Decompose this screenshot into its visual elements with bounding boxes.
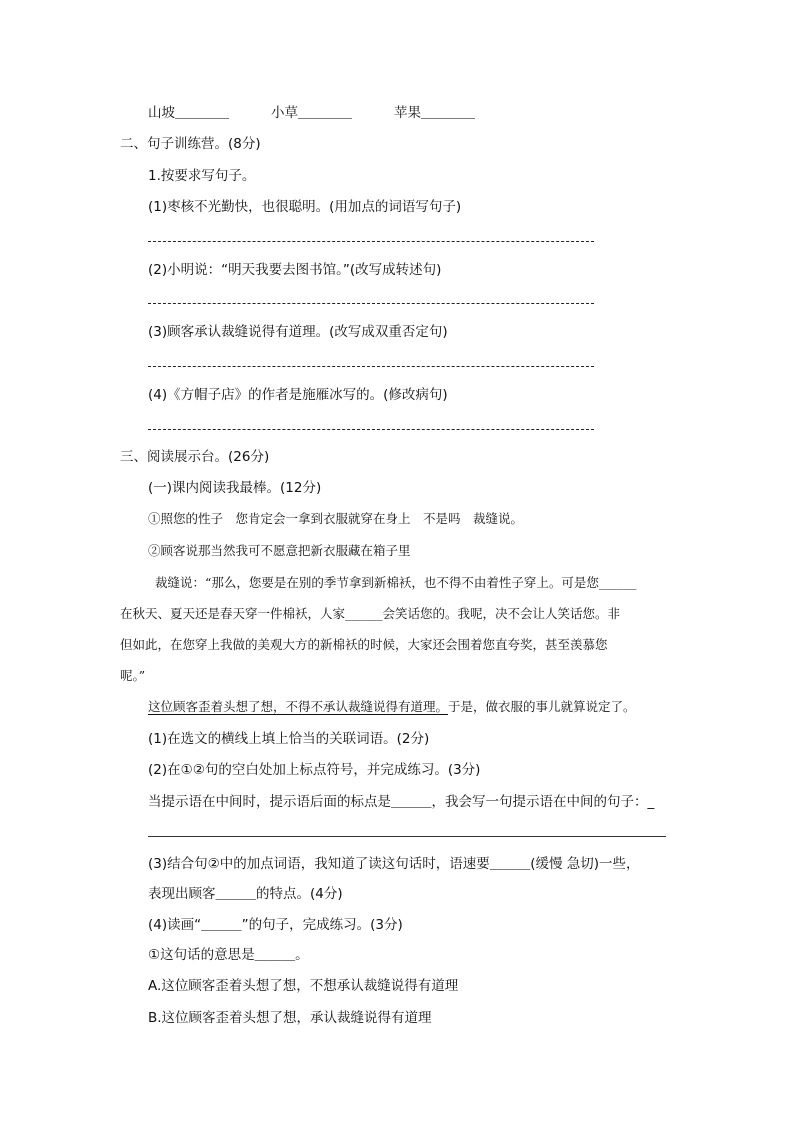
question-1: (1)在选文的横线上填上恰当的关联词语。(2分) [148,731,430,747]
passage-line-1: 裁缝说：“那么，您要是在别的季节拿到新棉袄，也不得不由着性子穿上。可是您______ [155,575,637,590]
word-fill-xiaocao: 小草＿＿＿＿ [271,105,352,121]
passage-line-4: 呢。” [120,668,146,683]
answer-line-5[interactable] [148,836,666,837]
question-2: (2)在①②句的空白处加上标点符号，并完成练习。(3分) [148,762,481,778]
section2-s1: (1)枣核不光勤快，也很聪明。(用加点的词语写句子) [148,199,462,215]
passage-sentence-2: ②顾客说那当然我可不愿意把新衣服藏在箱子里 [148,543,411,558]
passage-last-line [148,698,636,716]
answer-line-2[interactable] [148,303,594,304]
question-2-line: 当提示语在中间时，提示语后面的标点是＿＿＿，我会写一句提示语在中间的句子：_ [148,794,655,810]
section2-q1: 1.按要求写句子。 [148,168,256,184]
question-3-line1: (3)结合句②中的加点词语，我知道了读这句话时，语速要＿＿＿(缓慢 急切)一些， [148,856,640,872]
answer-line-3[interactable] [148,366,594,367]
question-4-sub1: ①这句话的意思是＿＿＿。 [148,947,309,963]
section2-heading: 二、句子训练营。(8分) [120,136,261,152]
answer-line-4[interactable] [148,429,594,430]
passage-line-2: 在秋天、夏天还是春天穿一件棉袄，人家______会笑话您的。我呢，决不会让人笑话您。非 [120,606,621,621]
answer-line-1[interactable] [148,241,594,242]
section3-heading: 三、阅读展示台。(26分) [120,449,270,465]
question-4: (4)读画“＿＿＿”的句子，完成练习。(3分) [148,917,403,933]
underlined-sentence: 这位顾客歪着头想了想，不得不承认裁缝说得有道理。 [148,699,449,714]
question-3-line2: 表现出顾客＿＿＿的特点。(4分) [148,886,343,902]
word-fill-row [148,104,475,122]
passage-last-rest: 于是，做衣服的事儿就算说定了。 [448,699,636,714]
section2-s4: (4)《方帽子店》的作者是施雁冰写的。(修改病句) [148,387,448,403]
passage-line-3: 但如此，在您穿上我做的美观大方的新棉袄的时候，大家还会围着您直夸奖，甚至羡慕您 [120,637,608,652]
section2-s3: (3)顾客承认裁缝说得有道理。(改写成双重否定句) [148,324,448,340]
word-fill-pingguo: 苹果＿＿＿＿ [394,105,475,121]
option-b[interactable]: B.这位顾客歪着头想了想，承认裁缝说得有道理 [148,1010,432,1026]
option-a[interactable]: A.这位顾客歪着头想了想，不想承认裁缝说得有道理 [148,978,459,994]
section2-s2: (2)小明说：“明天我要去图书馆。”(改写成转述句) [148,262,442,278]
passage-sentence-1: ①照您的性子 您肯定会一拿到衣服就穿在身上 不是吗 裁缝说。 [148,511,524,526]
word-fill-shanpo: 山坡＿＿＿＿ [148,105,229,121]
section3-part1: (一)课内阅读我最棒。(12分) [148,480,322,496]
